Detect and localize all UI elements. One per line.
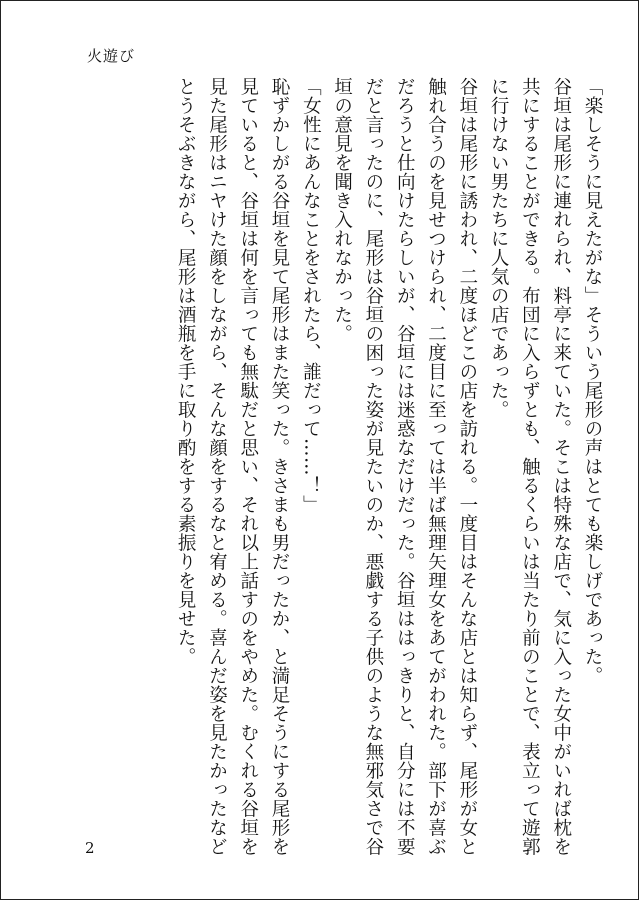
paragraph: 「楽しそうに見えたがな」そういう尾形の声はとても楽しげであった。 — [582, 77, 603, 685]
page-number: 2 — [85, 839, 95, 857]
running-title: 火遊び — [87, 47, 136, 65]
paragraph: 谷垣は尾形に誘われ、二度ほどこの店を訪れる。一度目はそんな店とは知らず、尾形が女と触れ合うのを見せつけられ、二度目に至っては半ば無理矢理女をあてがわれた。部下が喜ぶだろうと仕向けたらしいが、谷垣には迷惑なだけだった。谷垣ははっきりと、自分には不要だと言ったのに、尾形は谷垣の困った姿が見たいのか、悪戯する子供のような無邪気さで谷垣の意見を聞き入れなかった。 — [331, 77, 478, 856]
paragraph: 恥ずかしがる谷垣を見て尾形はまた笑った。きさまも男だったか、と満足そうにする尾形を見ていると、谷垣は何を言っても無駄だと思い、それ以上話すのをやめた。むくれる谷垣を見た尾形はニヤけた顔をしながら、そんな顔をするなと宥める。喜んだ姿を見たかったなどとうそぶきながら、尾形は酒瓶を手に取り酌をする素振りを見せた。 — [175, 77, 291, 856]
paragraph: 「女性にあんなことをされたら、誰だって……！」 — [300, 77, 322, 514]
vertical-text-block — [170, 77, 608, 857]
paragraph: 谷垣は尾形に連れられ、料亭に来ていた。そこは特殊な店で、気に入った女中がいれば枕を共にすることができる。布団に入らずとも、触るくらいは当たり前のことで、表立って遊郭に行けない男たちに人気の店であった。 — [488, 77, 572, 856]
